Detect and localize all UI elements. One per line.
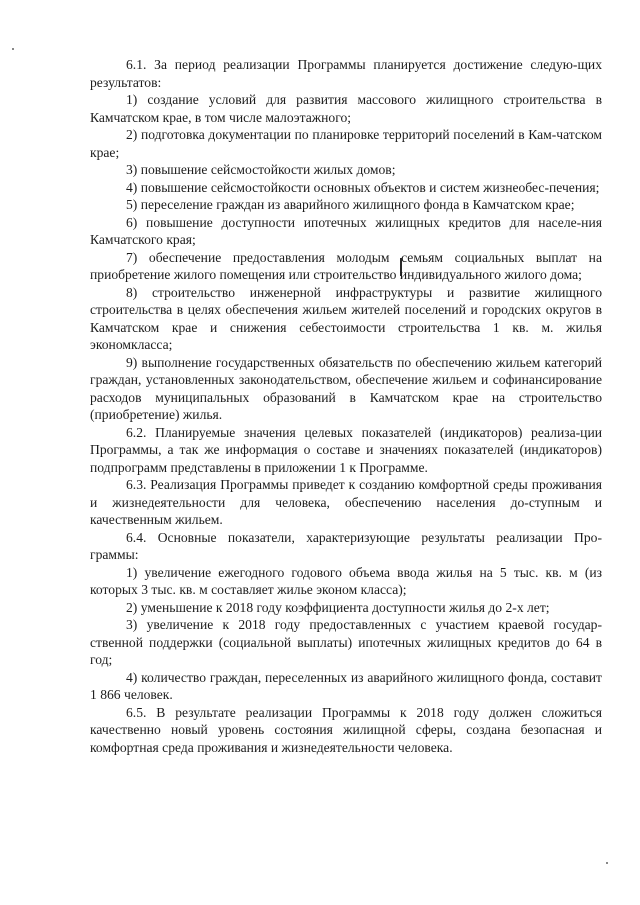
list-item: 3) повышение сейсмостойкости жилых домов; — [126, 162, 396, 177]
paragraph-6-4: 6.4. Основные показатели, характеризующие результаты реализации Про-граммы: — [90, 529, 602, 562]
list-item: 4) количество граждан, переселенных из аварийного жилищного фонда, составит 1 866 человек. — [90, 669, 602, 702]
scan-speck — [12, 48, 14, 50]
paragraph-6-3: 6.3. Реализация Программы приведет к созданию комфортной среды проживания и жизнедеятельности для человека, обеспечению населения до-ступным и качественным жильем. — [90, 477, 602, 527]
paragraph-6-5: 6.5. В результате реализации Программы к 2018 году должен сложиться качественно новый уровень состояния жилищной сферы, создана безопасная и комфортная среда проживания и жизнедеятельности человека. — [90, 704, 602, 755]
list-item: 8) строительство инженерной инфраструктуры и развитие жилищного строительства в целях обеспечения жильем жителей поселений и городских округов в Камчатском крае и снижения себестоимости строительства 1 кв. м. жилья экономкласса; — [90, 284, 602, 352]
paragraph-6-2: 6.2. Планируемые значения целевых показателей (индикаторов) реализа-ции Программы, а так же информация о составе и значениях показателей (индикаторов) подпрограмм представлены в приложении 1 к Программе. — [90, 424, 602, 475]
list-item: 1) увеличение ежегодного годового объема ввода жилья на 5 тыс. кв. м (из которых 3 тыс. кв. м составляет жилье эконом класса); — [90, 564, 602, 597]
list-item: 2) подготовка документации по планировке территорий поселений в Кам-чатском крае; — [90, 127, 602, 160]
list-item: 4) повышение сейсмостойкости основных объектов и систем жизнеобес-печения; — [126, 179, 600, 195]
list-item: 1) создание условий для развития массового жилищного строительства в Камчатском крае, в том числе малоэтажного; — [90, 92, 602, 125]
list-item: 6) повышение доступности ипотечных жилищных кредитов для населе-ния Камчатского края; — [90, 214, 602, 247]
list-item: 2) уменьшение к 2018 году коэффициента доступности жилья до 2-х лет; — [126, 599, 550, 615]
paragraph-6-1: 6.1. За период реализации Программы планируется достижение следую-щих результатов: — [90, 57, 602, 90]
list-item: 3) увеличение к 2018 году предоставленных с участием краевой государ-ственной поддержки (социальной выплаты) ипотечных жилищных кредитов до 64 в год; — [90, 617, 602, 667]
scan-speck — [606, 862, 608, 864]
document-body — [90, 56, 602, 756]
list-item: 9) выполнение государственных обязательств по обеспечению жильем категорий граждан, установленных законодательством, обеспечение жильем и софинансирование расходов муниципальных образований в Камчатском крае на строительство (приобретение) жилья. — [90, 354, 602, 422]
list-item: 7) обеспечение предоставления молодым семьям социальных выплат на приобретение жилого помещения или строительство индивидуального жилого дома; — [90, 249, 602, 282]
list-item: 5) переселение граждан из аварийного жилищного фонда в Камчатском крае; — [126, 197, 575, 212]
